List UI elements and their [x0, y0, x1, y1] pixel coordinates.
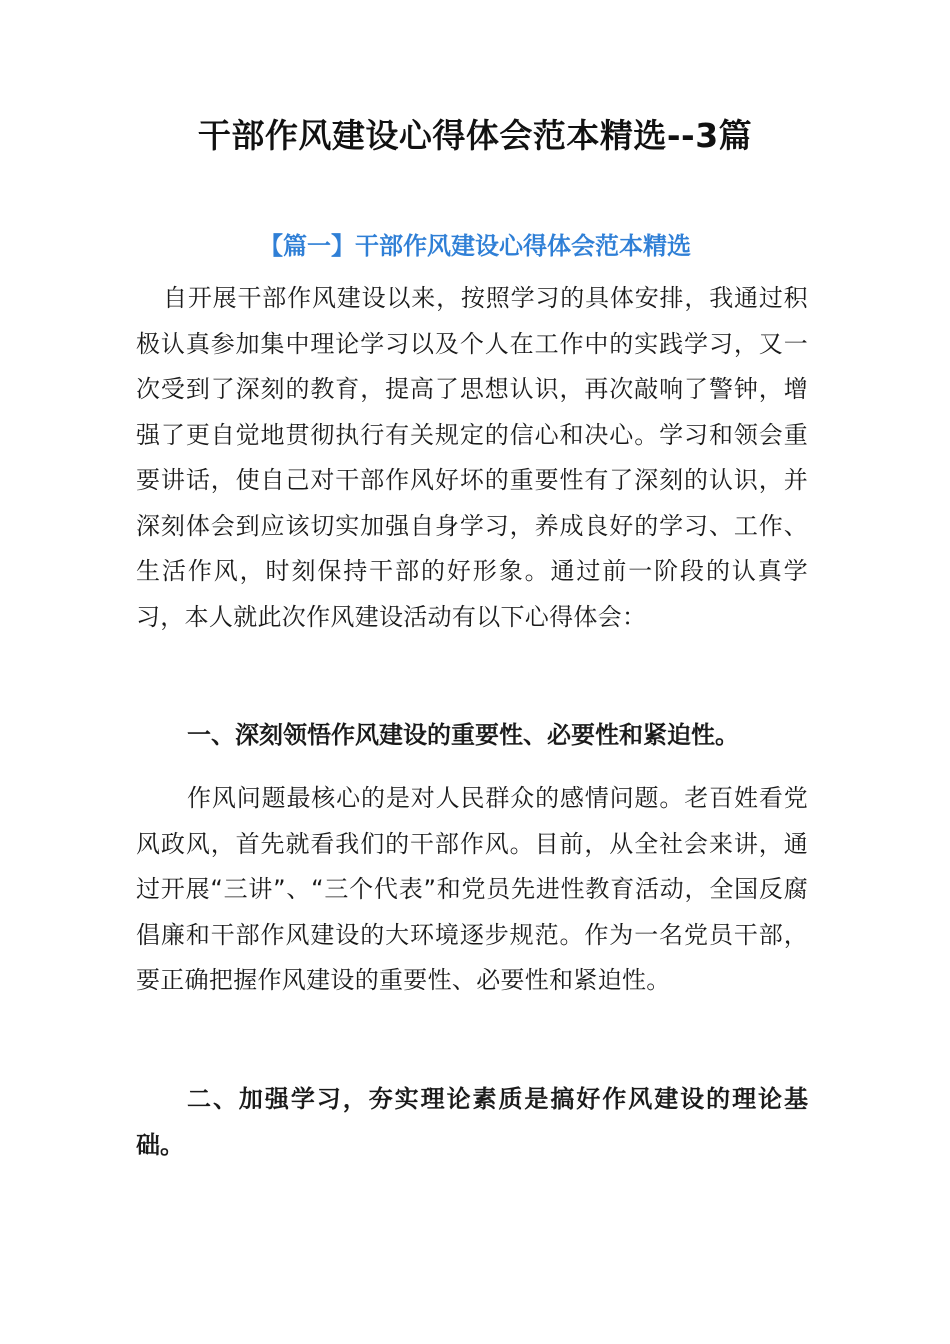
document-title: 干部作风建设心得体会范本精选--3篇	[197, 116, 753, 155]
body-paragraph-2: 作风问题最核心的是对人民群众的感情问题。老百姓看党风政风，首先就看我们的干部作风。目前，从全社会来讲，通过开展“三讲”、“三个代表”和党员先进性教育活动，全国反腐倡廉和干部作风建设的大环境逐步规范。作为一名党员干部，要正确把握作风建设的重要性、必要性和紧迫性。	[136, 784, 808, 994]
section-heading: 【篇一】干部作风建设心得体会范本精选	[259, 232, 691, 260]
point-heading-2: 二、加强学习，夯实理论素质是搞好作风建设的理论基础。	[136, 1084, 808, 1159]
point-heading-1: 一、深刻领悟作风建设的重要性、必要性和紧迫性。	[187, 720, 739, 749]
body-paragraph-intro: 自开展干部作风建设以来，按照学习的具体安排，我通过积极认真参加集中理论学习以及个人在工作中的实践学习，又一次受到了深刻的教育，提高了思想认识，再次敲响了警钟，增强了更自觉地贯彻执行有关规定的信心和决心。学习和领会重要讲话，使自己对干部作风好坏的重要性有了深刻的认识，并深刻体会到应该切实加强自身学习，养成良好的学习、工作、生活作风，时刻保持干部的好形象。通过前一阶段的认真学习，本人就此次作风建设活动有以下心得体会：	[136, 284, 808, 631]
